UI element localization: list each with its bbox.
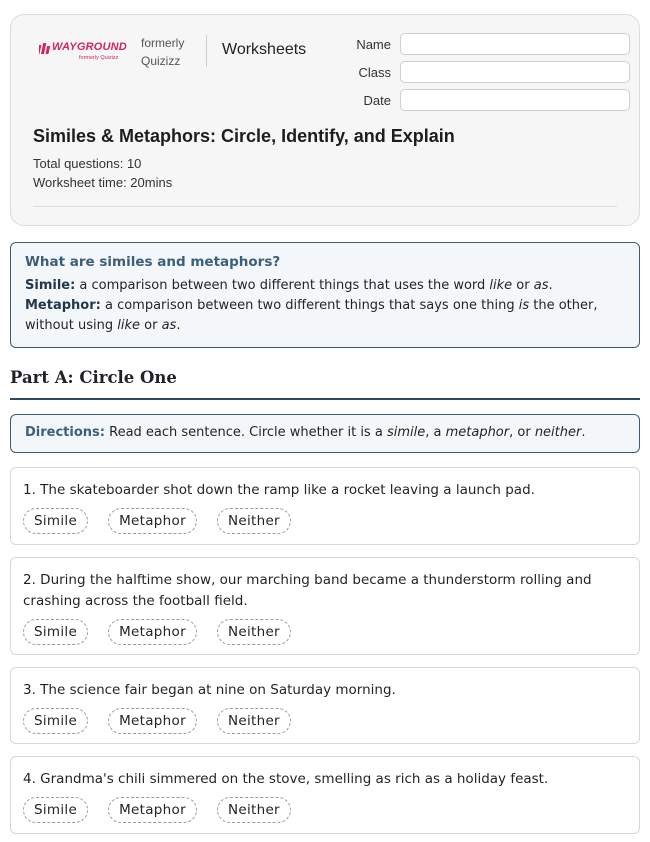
simile-term: Simile: — [25, 278, 76, 293]
choice-simile[interactable]: Simile — [23, 619, 88, 645]
question-card-4 — [10, 756, 640, 834]
simile-or: or — [512, 278, 534, 293]
directions-label: Directions: — [25, 425, 105, 440]
question-text-1: 1. The skateboarder shot down the ramp like a rocket leaving a launch pad. — [23, 482, 535, 498]
formerly-quizizz-note — [141, 34, 201, 70]
name-label: Name — [356, 37, 391, 52]
part-a-heading: Part A: Circle One — [10, 368, 177, 387]
directions-text: Read each sentence. Circle whether it is a — [104, 425, 387, 440]
worksheet-title: Similes & Metaphors: Circle, Identify, and Explain — [33, 126, 455, 146]
directions-end: . — [581, 425, 586, 440]
part-a-rule — [10, 398, 640, 400]
formerly-label: formerly — [141, 36, 185, 50]
definitions-heading: What are similes and metaphors? — [25, 254, 281, 270]
choice-metaphor[interactable]: Metaphor — [108, 508, 197, 534]
worksheets-label: Worksheets — [222, 41, 307, 58]
answer-choices-2 — [23, 619, 291, 645]
total-questions: Total questions: 10 — [33, 156, 142, 171]
wayground-logo-icon — [39, 42, 53, 54]
choice-metaphor[interactable]: Metaphor — [108, 619, 197, 645]
header-divider-line — [33, 206, 617, 207]
metaphor-mid: the other, without using — [25, 298, 598, 333]
name-field[interactable] — [400, 33, 630, 55]
choice-metaphor[interactable]: Metaphor — [108, 797, 197, 823]
worksheet-header — [10, 14, 640, 226]
directions-metaphor: metaphor — [445, 425, 510, 440]
directions-simile: simile — [386, 425, 426, 440]
simile-word-as: as — [533, 278, 549, 293]
class-field[interactable] — [400, 61, 630, 83]
directions-neither: neither — [534, 425, 582, 440]
question-text-4: 4. Grandma's chili simmered on the stove, smelling as rich as a holiday feast. — [23, 771, 549, 787]
logo-wordmark: WAYGROUND — [52, 41, 127, 53]
date-field[interactable] — [400, 89, 630, 111]
logo-subtext: formerly Quizizz — [79, 55, 119, 61]
choice-simile[interactable]: Simile — [23, 797, 88, 823]
metaphor-or: or — [140, 318, 162, 333]
metaphor-word-is: is — [518, 298, 530, 313]
header-divider — [206, 35, 207, 67]
worksheet-time: Worksheet time: 20mins — [33, 175, 173, 190]
metaphor-text: a comparison between two different things that says one thing — [100, 298, 519, 313]
choice-neither[interactable]: Neither — [217, 797, 291, 823]
answer-choices-1 — [23, 508, 291, 534]
metaphor-word-like: like — [117, 318, 141, 333]
choice-neither[interactable]: Neither — [217, 708, 291, 734]
question-card-1 — [10, 467, 640, 545]
simile-text: a comparison between two different things that uses the word — [75, 278, 490, 293]
question-card-3 — [10, 667, 640, 744]
choice-neither[interactable]: Neither — [217, 508, 291, 534]
simile-end: . — [548, 278, 553, 293]
choice-neither[interactable]: Neither — [217, 619, 291, 645]
directions-box — [10, 414, 640, 453]
choice-metaphor[interactable]: Metaphor — [108, 708, 197, 734]
question-text-3: 3. The science fair began at nine on Saturday morning. — [23, 682, 396, 698]
directions-sep-2: , or — [509, 425, 535, 440]
question-text-2: 2. During the halftime show, our marching band became a thunderstorm rolling and crashing across the football field. — [23, 572, 592, 609]
metaphor-term: Metaphor: — [25, 298, 101, 313]
question-card-2 — [10, 557, 640, 655]
simile-definition — [25, 276, 625, 296]
metaphor-definition — [25, 296, 625, 336]
class-label: Class — [358, 65, 391, 80]
formerly-brand: Quizizz — [141, 54, 181, 68]
answer-choices-3 — [23, 708, 291, 734]
choice-simile[interactable]: Simile — [23, 508, 88, 534]
answer-choices-4 — [23, 797, 291, 823]
metaphor-end: . — [176, 318, 181, 333]
directions-sep-1: , a — [425, 425, 446, 440]
choice-simile[interactable]: Simile — [23, 708, 88, 734]
simile-word-like: like — [489, 278, 513, 293]
metaphor-word-as: as — [161, 318, 177, 333]
wayground-logo — [39, 41, 129, 75]
definitions-box — [10, 242, 640, 348]
date-label: Date — [363, 93, 391, 108]
